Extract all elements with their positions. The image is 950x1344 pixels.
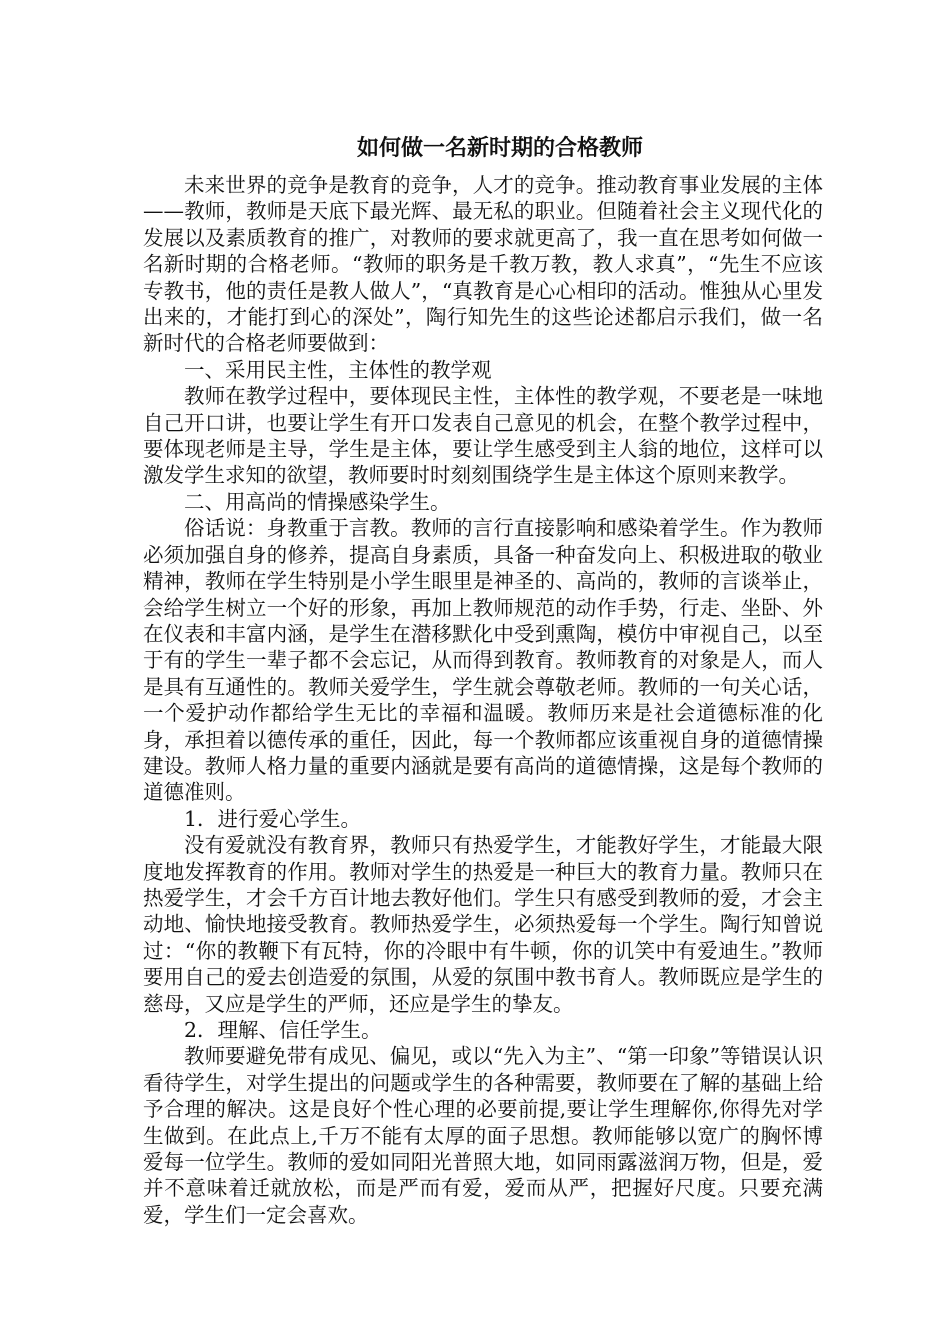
paragraph-intro: 未来世界的竞争是教育的竞争，人才的竞争。推动教育事业发展的主体——教师，教师是天底下最光辉、最无私的职业。但随着社会主义现代化的发展以及素质教育的推广，对教师的要求就更高了，我一直在思考如何做一名新时期的合格老师。“教师的职务是千教万教，教人求真”，“先生不应该专教书，他的责任是教人做人”，“真教育是心心相印的活动。惟独从心里发出来的，才能打到心的深处”，陶行知先生的这些论述都启示我们，做一名新时代的合格老师要做到： (143, 173, 823, 356)
paragraph-trust-students: 教师要避免带有成见、偏见，或以“先入为主”、“第一印象”等错误认识看待学生，对学生提出的问题或学生的各种需要，教师要在了解的基础上给予合理的解决。这是良好个性心理的必要前提,要让学生理解你,你得先对学生做到。在此点上,千万不能有太厚的面子思想。教师能够以宽广的胸怀博爱每一位学生。教师的爱如同阳光普照大地，如同雨露滋润万物，但是，爱并不意味着迁就放松，而是严而有爱，爱而从严，把握好尺度。只要充满爱，学生们一定会喜欢。 (143, 1044, 823, 1227)
document-title: 如何做一名新时期的合格教师 (356, 136, 643, 161)
section-heading-2: 二、用高尚的情操感染学生。 (184, 489, 451, 514)
subsection-heading-2: 2．理解、信任学生。 (184, 1018, 382, 1042)
paragraph-love-students: 没有爱就没有教育界，教师只有热爱学生，才能教好学生，才能最大限度地发挥教育的作用。教师对学生的热爱是一种巨大的教育力量。教师只在热爱学生，才会千方百计地去教好他们。学生只有感受到教师的爱，才会主动地、愉快地接受教育。教师热爱学生，必须热爱每一个学生。陶行知曾说过：“你的教鞭下有瓦特，你的冷眼中有牛顿，你的讥笑中有爱迪生。”教师要用自己的爱去创造爱的氛围，从爱的氛围中教书育人。教师既应是学生的慈母，又应是学生的严师，还应是学生的挚友。 (143, 833, 823, 1016)
document-body (143, 132, 823, 1228)
section-heading-1: 一、采用民主性，主体性的教学观 (184, 357, 492, 382)
subsection-heading-1: 1．进行爱心学生。 (184, 806, 362, 831)
paragraph-democratic-teaching: 教师在教学过程中，要体现民主性，主体性的教学观，不要老是一味地自己开口讲，也要让学生有开口发表自己意见的机会，在整个教学过程中，要体现老师是主导，学生是主体，要让学生感受到主人翁的地位，这样可以激发学生求知的欲望，教师要时时刻刻围绕学生是主体这个原则来教学。 (143, 384, 823, 488)
paragraph-noble-sentiment: 俗话说：身教重于言教。教师的言行直接影响和感染着学生。作为教师必须加强自身的修养，提高自身素质，具备一种奋发向上、积极进取的敬业精神，教师在学生特别是小学生眼里是神圣的、高尚的，教师的言谈举止，会给学生树立一个好的形象，再加上教师规范的动作手势，行走、坐卧、外在仪表和丰富内涵，是学生在潜移默化中受到熏陶，模仿中审视自己，以至于有的学生一辈子都不会忘记，从而得到教育。教师教育的对象是人，而人是具有互通性的。教师关爱学生，学生就会尊敬老师。教师的一句关心话，一个爱护动作都给学生无比的幸福和温暖。教师历来是社会道德标准的化身，承担着以德传承的重任，因此，每一个教师都应该重视自身的道德情操建设。教师人格力量的重要内涵就是要有高尚的道德情操，这是每个教师的道德准则。 (143, 516, 823, 805)
